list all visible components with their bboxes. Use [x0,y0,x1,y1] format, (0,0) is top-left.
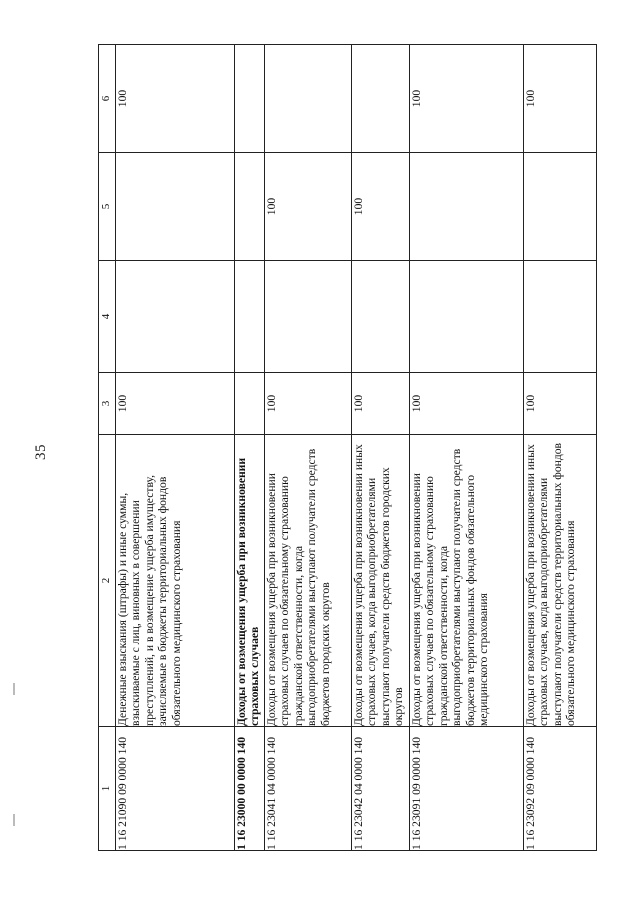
value-cell: 100 [352,373,410,435]
income-name-cell: Доходы от возмещения ущерба при возникновении иных страховых случаев, когда выгодоприобретателями выступают получатели средств бюджетов городских округов [352,435,410,727]
budget-code-cell: 1 16 23041 04 0000 140 [265,727,352,851]
budget-code-cell: 1 16 23000 00 0000 140 [235,727,265,851]
value-cell: 100 [116,45,235,153]
value-cell [524,261,597,373]
income-name-cell: Денежные взыскания (штрафы) и иные суммы, взыскиваемые с лиц, виновных в совершении преступлений, и в возмещение ущерба имуществу, зачисляемые в бюджеты территориальных фондов обязательного медицинского страхования [116,435,235,727]
column-header: 5 [99,153,116,261]
income-name-cell: Доходы от возмещения ущерба при возникновении страховых случаев по обязательному страхованию гражданской ответственности, когда выгодоприобретателями выступают получатели средств бюджетов территориальных фондов обязательного медицинского страхования [410,435,524,727]
income-name-cell: Доходы от возмещения ущерба при возникновении страховых случаев [235,435,265,727]
value-cell [235,45,265,153]
column-header: 3 [99,373,116,435]
column-header: 4 [99,261,116,373]
value-cell: 100 [116,373,235,435]
column-header: 1 [99,727,116,851]
value-cell: 100 [410,45,524,153]
budget-code-cell: 1 16 23091 09 0000 140 [410,727,524,851]
value-cell: 100 [352,153,410,261]
value-cell [235,261,265,373]
value-cell [265,261,352,373]
value-cell [235,373,265,435]
value-cell [352,45,410,153]
income-name-cell: Доходы от возмещения ущерба при возникновении страховых случаев по обязательному страхованию гражданской ответственности, когда выгодоприобретателями выступают получатели средств бюджетов городских округов [265,435,352,727]
table-row [524,45,597,851]
table-row [235,45,265,851]
table-row [265,45,352,851]
value-cell [352,261,410,373]
value-cell [265,45,352,153]
value-cell [524,153,597,261]
column-header: 6 [99,45,116,153]
value-cell [410,153,524,261]
value-cell: 100 [524,45,597,153]
table-row [116,45,235,851]
value-cell [235,153,265,261]
table-row [352,45,410,851]
column-header: 2 [99,435,116,727]
table-row [410,45,524,851]
budget-code-cell: 1 16 23092 09 0000 140 [524,727,597,851]
page-number: 35 [33,444,49,460]
income-codes-table [98,44,597,851]
table-header-row [99,45,116,851]
value-cell: 100 [265,373,352,435]
budget-code-cell: 1 16 23042 04 0000 140 [352,727,410,851]
value-cell [116,261,235,373]
value-cell [410,261,524,373]
value-cell: 100 [265,153,352,261]
budget-code-cell: 1 16 21090 09 0000 140 [116,727,235,851]
value-cell: 100 [410,373,524,435]
value-cell [116,153,235,261]
income-name-cell: Доходы от возмещения ущерба при возникновении иных страховых случаев, когда выгодоприобретателями выступают получатели средств территориальных фондов обязательного медицинского страхования [524,435,597,727]
value-cell: 100 [524,373,597,435]
